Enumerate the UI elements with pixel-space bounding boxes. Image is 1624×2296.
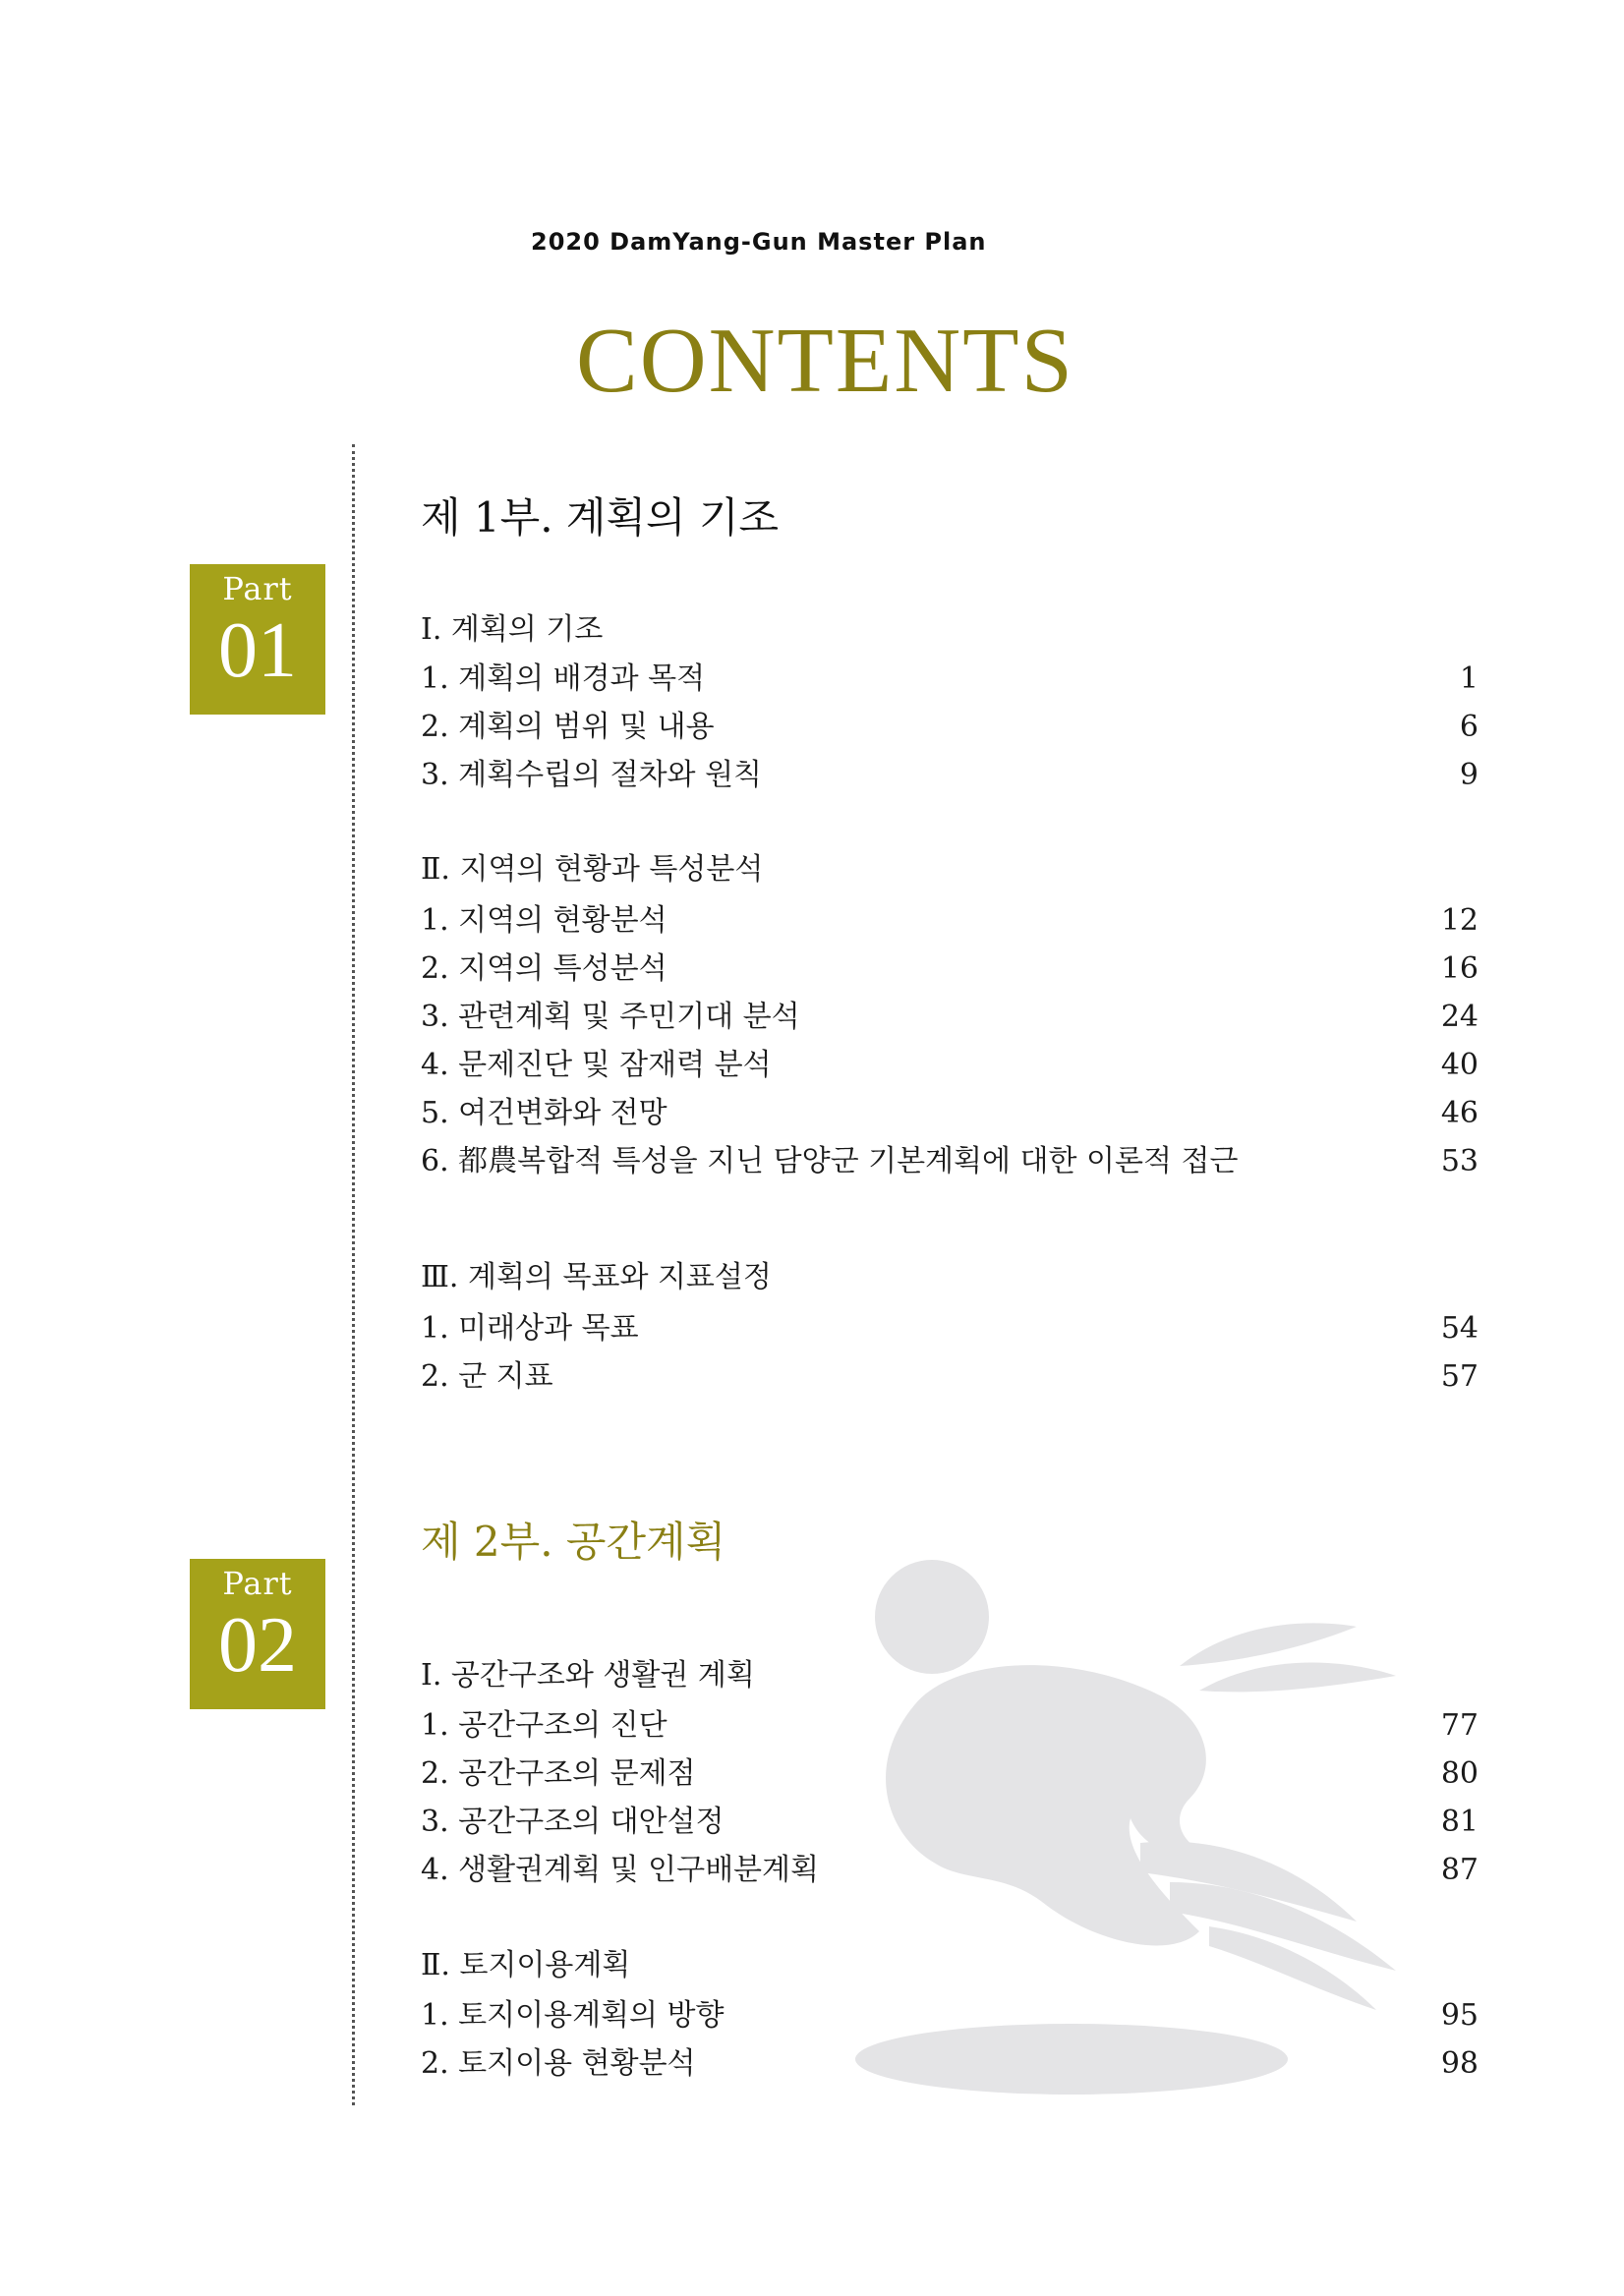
part-02-badge — [190, 1559, 325, 1709]
toc-entry[interactable] — [421, 2044, 1479, 2084]
toc-entry-text: 2. 공간구조의 문제점 — [421, 1756, 696, 1791]
toc-entry-text: 1. 토지이용계획의 방향 — [421, 1998, 725, 2033]
toc-entry-text: 1. 미래상과 목표 — [421, 1311, 639, 1346]
toc-entry[interactable] — [421, 1357, 1479, 1397]
toc-entry-text: 2. 지역의 특성분석 — [421, 951, 667, 986]
toc-entry[interactable] — [421, 1803, 1479, 1842]
toc-entry-page: 16 — [1440, 951, 1479, 986]
toc-entry-page: 95 — [1440, 1998, 1479, 2033]
dotted-divider — [352, 444, 355, 2105]
part-number: 02 — [218, 1602, 297, 1689]
toc-entry-page: 40 — [1440, 1048, 1479, 1082]
toc-entry-text: 3. 관련계획 및 주민기대 분석 — [421, 1000, 800, 1034]
toc-entry[interactable] — [421, 901, 1479, 941]
chapter-heading: Ⅰ. 공간구조와 생활권 계획 — [421, 1658, 755, 1693]
toc-entry-text: 4. 생활권계획 및 인구배분계획 — [421, 1853, 819, 1887]
toc-entry-text: 4. 문제진단 및 잠재력 분석 — [421, 1048, 772, 1082]
part-1-title: 제 1부. 계획의 기조 — [421, 493, 780, 542]
part-01-badge — [190, 564, 325, 715]
toc-entry[interactable] — [421, 708, 1479, 747]
toc-entry[interactable] — [421, 1309, 1479, 1349]
toc-entry[interactable] — [421, 998, 1479, 1037]
toc-entry-page: 57 — [1440, 1359, 1479, 1394]
toc-entry-text: 2. 군 지표 — [421, 1359, 553, 1394]
toc-entry-page: 9 — [1459, 758, 1479, 792]
toc-entry-page: 12 — [1440, 903, 1479, 938]
toc-entry[interactable] — [421, 660, 1479, 699]
part-label: Part — [222, 1565, 293, 1602]
chapter-heading: Ⅱ. 토지이용계획 — [421, 1948, 631, 1982]
chapter-heading: Ⅱ. 지역의 현황과 특성분석 — [421, 852, 764, 887]
toc-entry-page: 98 — [1440, 2046, 1479, 2081]
toc-entry[interactable] — [421, 756, 1479, 795]
toc-entry-page: 77 — [1440, 1708, 1479, 1743]
toc-entry-text: 6. 都農복합적 특성을 지닌 담양군 기본계획에 대한 이론적 접근 — [421, 1144, 1239, 1178]
toc-entry-text: 2. 계획의 범위 및 내용 — [421, 710, 715, 744]
toc-entry-text: 2. 토지이용 현황분석 — [421, 2046, 696, 2081]
toc-entry[interactable] — [421, 949, 1479, 989]
toc-entry-page: 53 — [1440, 1144, 1479, 1178]
toc-entry[interactable] — [421, 1996, 1479, 2036]
toc-entry[interactable] — [421, 1706, 1479, 1746]
toc-entry-page: 24 — [1440, 1000, 1479, 1034]
part-2-title: 제 2부. 공간계획 — [421, 1518, 726, 1566]
part-number: 01 — [218, 607, 297, 694]
chapter-heading: Ⅲ. 계획의 목표와 지표설정 — [421, 1260, 772, 1294]
toc-entry-page: 81 — [1440, 1805, 1479, 1839]
toc-entry-page: 54 — [1440, 1311, 1479, 1346]
toc-entry-text: 3. 계획수립의 절차와 원칙 — [421, 758, 763, 792]
toc-entry[interactable] — [421, 1142, 1479, 1181]
toc-entry-page: 80 — [1440, 1756, 1479, 1791]
toc-entry-text: 1. 공간구조의 진단 — [421, 1708, 667, 1743]
toc-entry-page: 6 — [1459, 710, 1479, 744]
toc-entry[interactable] — [421, 1754, 1479, 1794]
toc-entry[interactable] — [421, 1851, 1479, 1890]
toc-entry-text: 3. 공간구조의 대안설정 — [421, 1805, 725, 1839]
contents-title: CONTENTS — [576, 310, 1074, 412]
toc-entry[interactable] — [421, 1046, 1479, 1085]
toc-entry-text: 5. 여건변화와 전망 — [421, 1096, 667, 1130]
chapter-heading: Ⅰ. 계획의 기조 — [421, 612, 604, 647]
toc-entry-text: 1. 계획의 배경과 목적 — [421, 661, 706, 696]
toc-entry-page: 87 — [1440, 1853, 1479, 1887]
toc-entry-page: 46 — [1440, 1096, 1479, 1130]
toc-entry-page: 1 — [1459, 661, 1479, 696]
part-label: Part — [222, 570, 293, 607]
document-header: 2020 DamYang-Gun Master Plan — [531, 228, 987, 256]
toc-entry-text: 1. 지역의 현황분석 — [421, 903, 667, 938]
toc-entry[interactable] — [421, 1094, 1479, 1133]
